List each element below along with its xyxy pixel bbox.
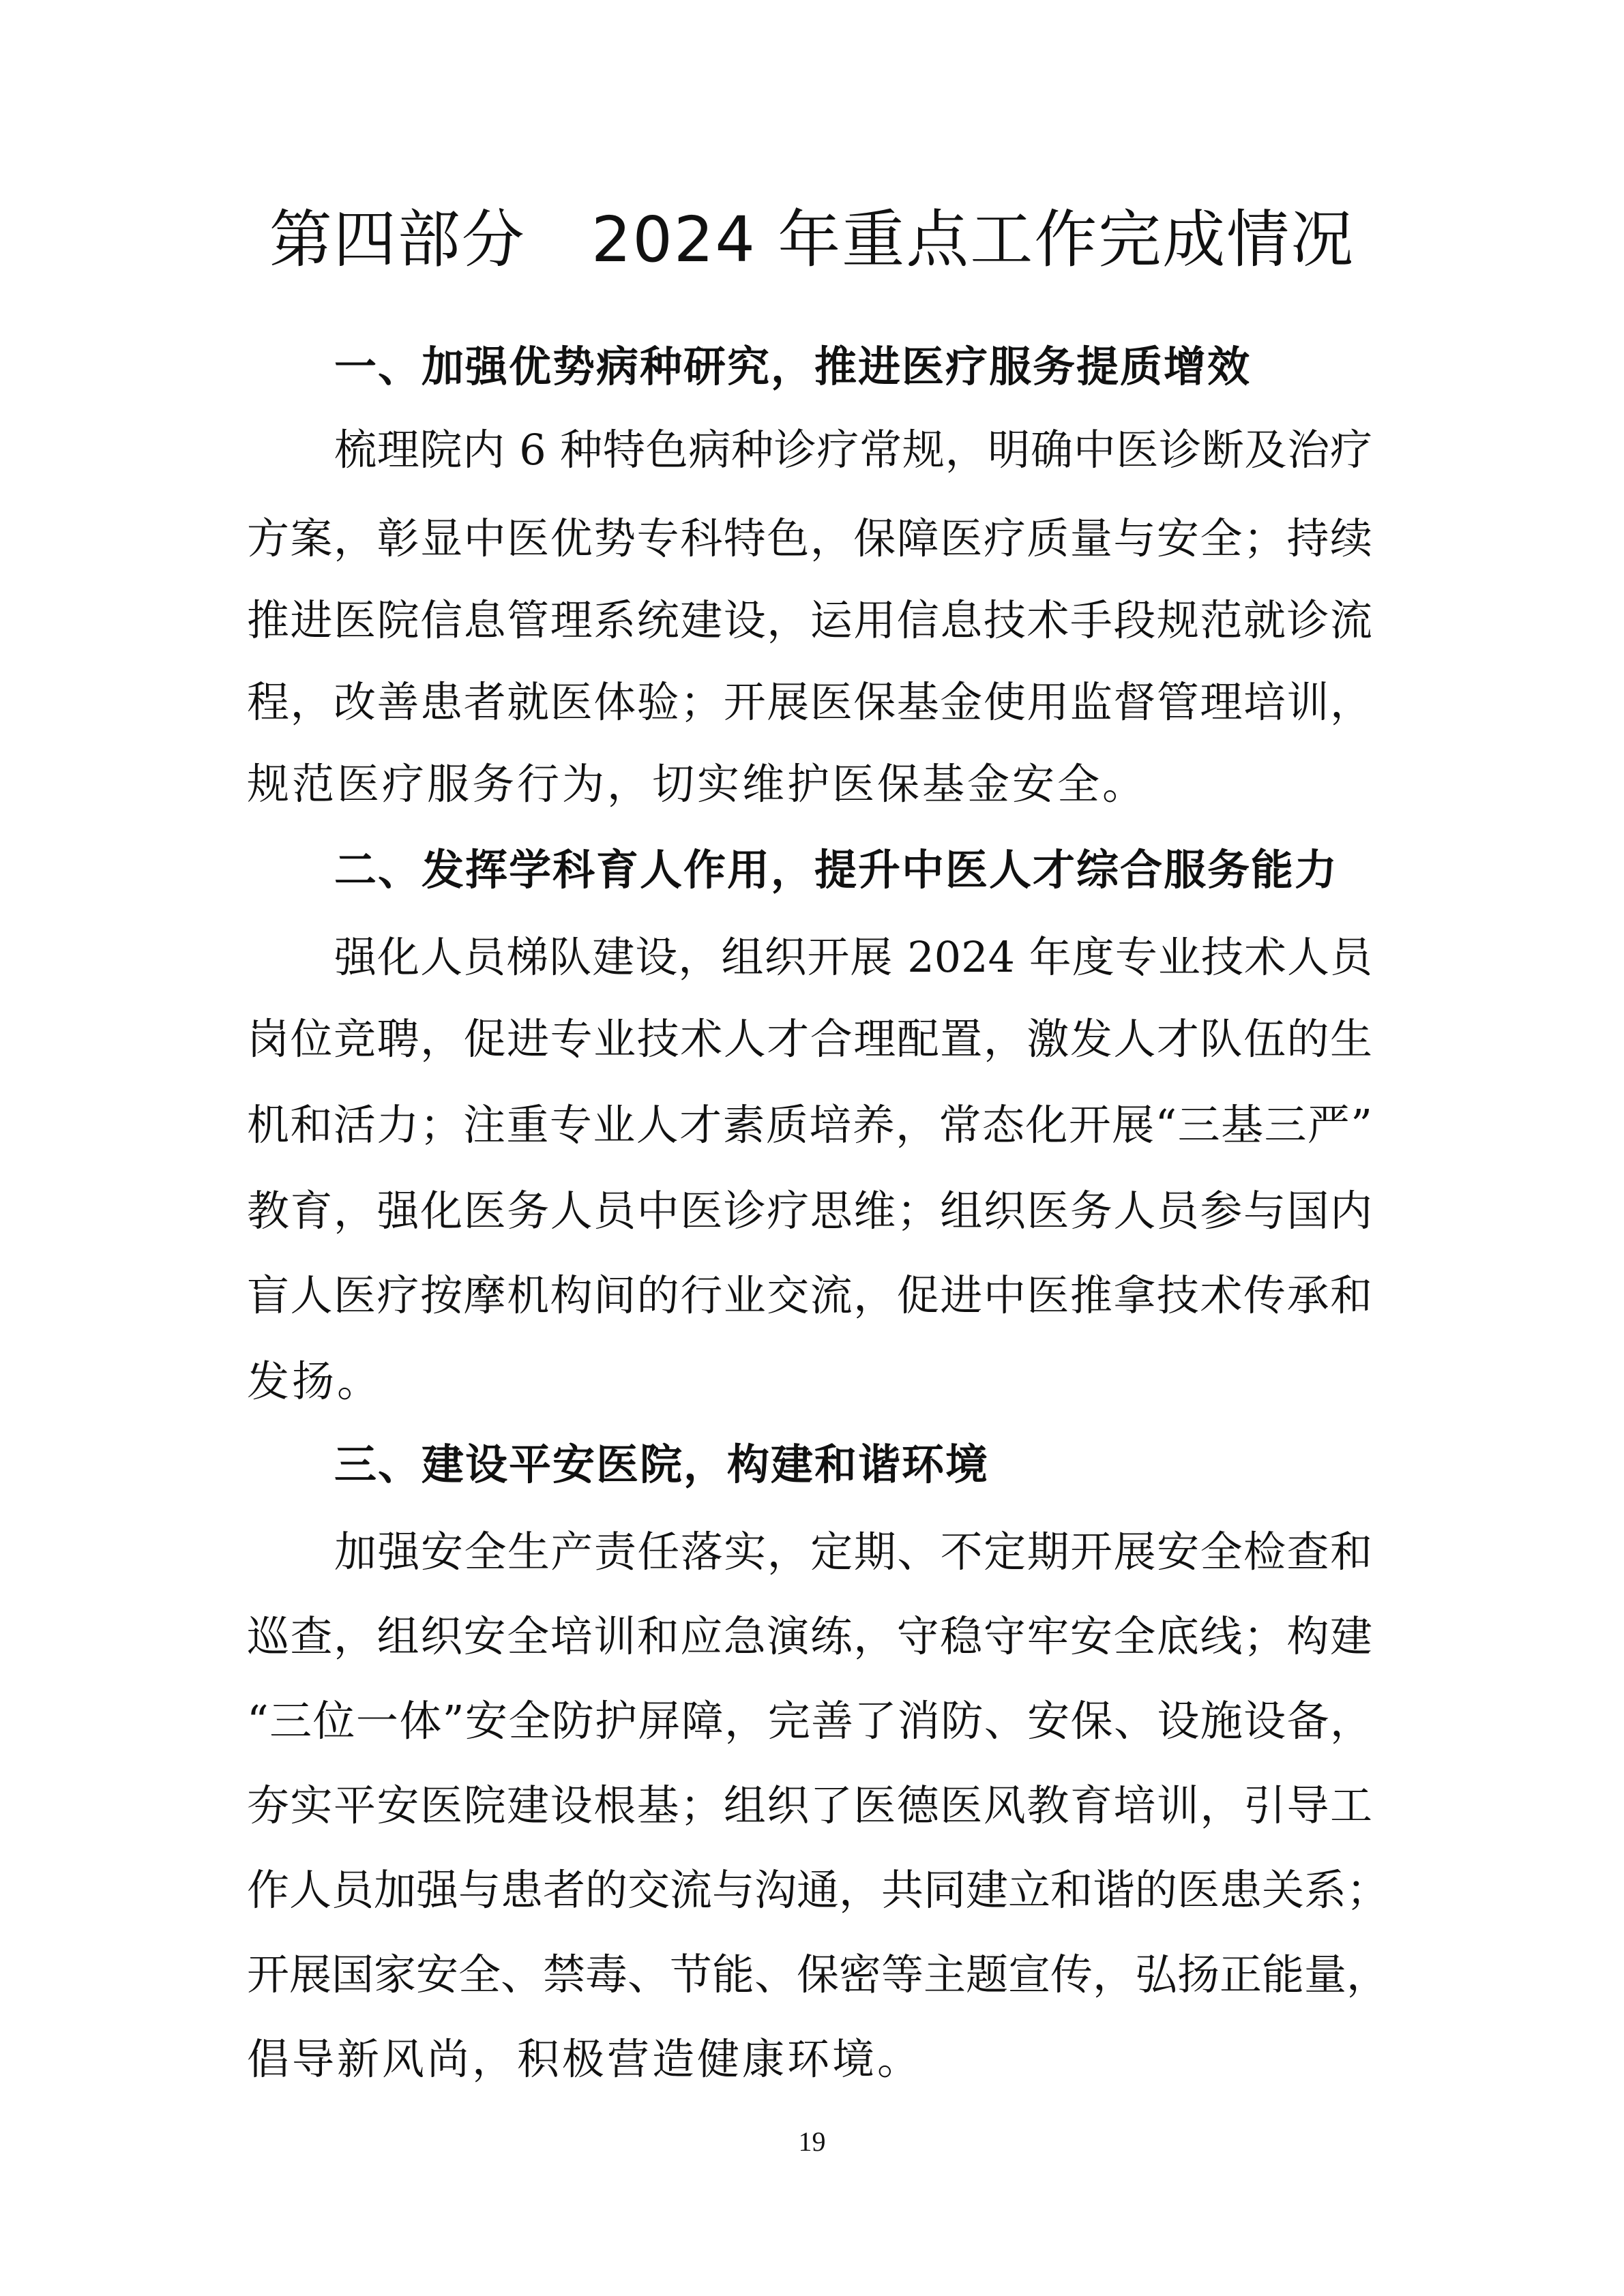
section-3-line: 夯实平安医院建设根基；组织了医德医风教育培训，引导工 — [247, 1780, 1372, 1830]
section-2-line: 岗位竞聘，促进专业技术人才合理配置，激发人才队伍的生 — [247, 1014, 1372, 1064]
section-3-line: 作人员加强与患者的交流与沟通，共同建立和谐的医患关系； — [247, 1865, 1389, 1915]
section-1-line: 方案，彰显中医优势专科特色，保障医疗质量与安全；持续 — [247, 513, 1372, 563]
section-3-line: 倡导新风尚，积极营造健康环境。 — [247, 2034, 923, 2084]
section-2-line: 机和活力；注重专业人才素质培养，常态化开展“三基三严” — [247, 1100, 1372, 1150]
page-number: 19 — [798, 2126, 826, 2157]
section-3-line: 加强安全生产责任落实，定期、不定期开展安全检查和 — [334, 1527, 1372, 1577]
section-3-heading: 三、建设平安医院，构建和谐环境 — [334, 1440, 990, 1489]
section-3-line: “三位一体”安全防护屏障，完善了消防、安保、设施设备， — [247, 1696, 1372, 1746]
section-2-line: 强化人员梯队建设，组织开展 2024 年度专业技术人员 — [334, 932, 1372, 982]
section-2-heading: 二、发挥学科育人作用，提升中医人才综合服务能力 — [334, 845, 1339, 895]
title-text: 2024 年重点工作完成情况 — [591, 203, 1355, 276]
section-3-line: 开展国家安全、禁毒、节能、保密等主题宣传，弘扬正能量， — [247, 1950, 1389, 1999]
section-2-line: 教育，强化医务人员中医诊疗思维；组织医务人员参与国内 — [247, 1186, 1372, 1236]
section-2-line: 发扬。 — [247, 1356, 383, 1406]
section-1-line: 规范医疗服务行为，切实维护医保基金安全。 — [247, 759, 1148, 809]
page-title — [0, 199, 1624, 281]
section-1-line: 程，改善患者就医体验；开展医保基金使用监督管理培训， — [247, 677, 1372, 727]
section-2-line: 盲人医疗按摩机构间的行业交流，促进中医推拿技术传承和 — [247, 1270, 1372, 1320]
section-1-line: 推进医院信息管理系统建设，运用信息技术手段规范就诊流 — [247, 595, 1372, 645]
section-1-line: 梳理院内 6 种特色病种诊疗常规，明确中医诊断及治疗 — [334, 425, 1372, 475]
section-1-heading: 一、加强优势病种研究，推进医疗服务提质增效 — [334, 342, 1252, 391]
section-3-line: 巡查，组织安全培训和应急演练，守稳守牢安全底线；构建 — [247, 1611, 1372, 1661]
title-part: 第四部分 — [269, 203, 526, 276]
